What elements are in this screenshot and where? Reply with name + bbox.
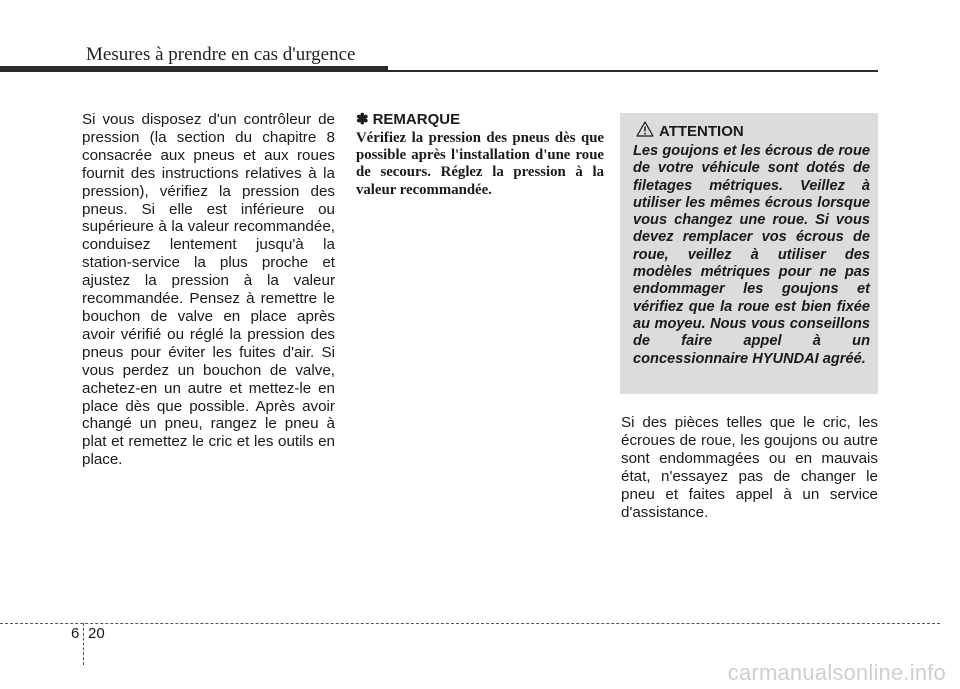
footer-dashed-rule	[0, 623, 940, 624]
note-body: Vérifiez la pression des pneus dès que possible après l'installation d'une roue de secours. Réglez la pression à la valeur recommandée.	[356, 130, 604, 198]
attention-title: ATTENTION	[659, 122, 744, 140]
header-rule-thin	[388, 70, 878, 72]
attention-header	[633, 120, 870, 142]
note-title	[356, 110, 604, 128]
page-number: 20	[88, 625, 105, 642]
footer-page-divider	[83, 623, 84, 665]
asterisk-icon: ✽	[356, 111, 369, 128]
header-rule-thick	[0, 66, 388, 72]
left-column-paragraph: Si vous disposez d'un contrôleur de pression (la section du chapitre 8 consacrée aux pneus et aux roues fournit des instructions relatives à la pression), vérifiez la pression des pneus. Si elle est inférieure ou supérieure à la valeur recommandée, conduisez lentement jusqu'à la station-service la plus proche et ajustez la pression à la valeur recommandée. Pensez à remettre le bouchon de valve en place après avoir vérifié ou réglé la pression des pneus pour éviter les fuites d'air. Si vous perdez un bouchon de valve, achetez-en un autre et mettez-le en place dès que possible. Après avoir changé un pneu, rangez le pneu à plat et remettez le cric et les outils en place.	[82, 111, 335, 469]
chapter-number: 6	[71, 625, 80, 642]
right-column-paragraph: Si des pièces telles que le cric, les écroues de roue, les goujons ou autre sont endommagées ou en mauvais état, n'essayez pas de changer le pneu et faites appel à un service d'assistance.	[621, 414, 878, 521]
warning-triangle-icon	[636, 121, 654, 141]
watermark: carmanualsonline.info	[727, 660, 946, 685]
attention-body: Les goujons et les écrous de roue de votre véhicule sont dotés de filetages métriques. Veillez à utiliser les mêmes écrous lorsque vous changez une roue. Si vous devez remplacer vos écrous de roue, veillez à utiliser des modèles métriques pour ne pas endommager les goujons et vérifiez que la roue est bien fixée au moyeu. Nous vous conseillons de faire appel à un concessionnaire HYUNDAI agréé.	[633, 143, 870, 367]
note-title-label: REMARQUE	[372, 110, 461, 128]
page-header-title: Mesures à prendre en cas d'urgence	[86, 44, 356, 65]
note-box	[356, 110, 604, 199]
attention-box	[620, 113, 878, 394]
